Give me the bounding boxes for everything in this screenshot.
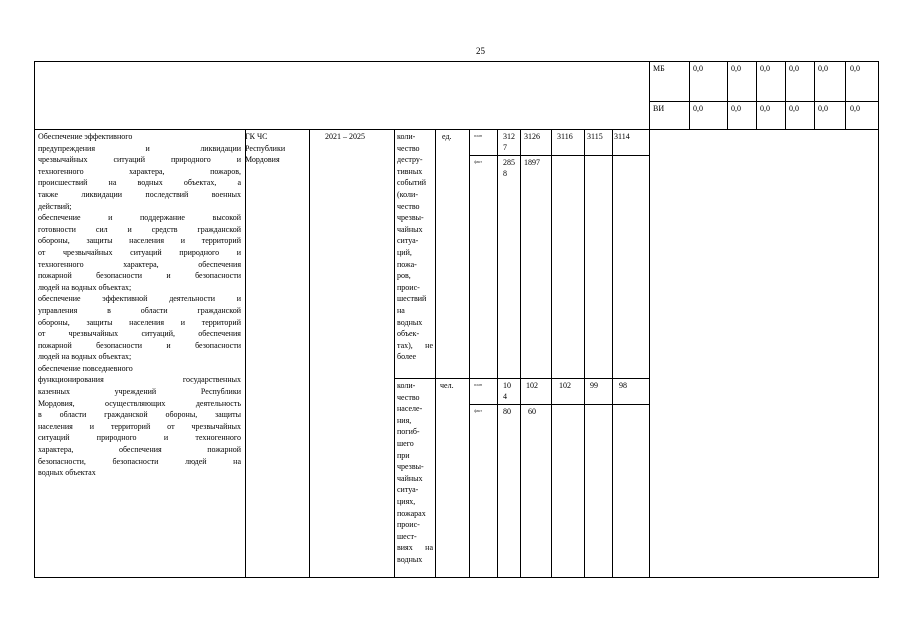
text-line: чрезвы- — [397, 462, 424, 472]
table-cell: 0,0 — [818, 64, 828, 73]
rule — [727, 61, 728, 130]
text-line: Мордовия, осуществляющих деятельность — [38, 398, 241, 408]
rule — [551, 129, 552, 578]
table-cell: 0,0 — [789, 104, 799, 113]
rule — [584, 129, 585, 578]
indicator-name — [397, 131, 433, 363]
table-cell: 3115 — [587, 132, 603, 141]
text-line: циях, — [397, 496, 416, 506]
table-cell: 0,0 — [760, 104, 770, 113]
text-line: людей на водных объектах; — [38, 282, 132, 292]
rule — [497, 129, 498, 578]
text-line: пожарах — [397, 508, 426, 518]
text-line: (коли- — [397, 189, 418, 199]
table-cell: 98 — [619, 381, 627, 390]
plan-label: план — [474, 133, 483, 138]
text-line: ГК ЧС — [245, 132, 268, 141]
rule — [34, 577, 879, 578]
table-cell: 0,0 — [731, 104, 741, 113]
indicator-name — [397, 380, 433, 566]
text-line: управления в области гражданской — [38, 305, 241, 315]
fact-label: факт — [474, 159, 483, 164]
rule — [394, 378, 650, 379]
rule — [785, 61, 786, 130]
rule — [814, 61, 815, 130]
table-cell: 0,0 — [693, 104, 703, 113]
text-line: шест- — [397, 531, 417, 541]
text-line: чество — [397, 143, 420, 153]
text-line: ситуаций природного и техногенного — [38, 433, 241, 443]
table-cell: 8 — [503, 169, 507, 178]
text-line: чрезвычайных ситуаций природного и — [38, 155, 241, 165]
rule — [878, 129, 879, 578]
text-line: характера, обеспечения пожарной — [38, 445, 241, 455]
page-number: 25 — [476, 46, 485, 56]
text-line: чество — [397, 201, 420, 211]
rule — [878, 61, 879, 130]
text-line: при — [397, 450, 410, 460]
text-line: чайных — [397, 473, 423, 483]
plan-label: план — [474, 382, 483, 387]
table-cell: 0,0 — [850, 104, 860, 113]
text-line: проис- — [397, 520, 420, 530]
table-cell: 3126 — [524, 132, 540, 141]
text-line: шего — [397, 438, 414, 448]
rule — [34, 129, 879, 130]
text-line: водных — [397, 554, 423, 564]
table-cell: 3114 — [614, 132, 630, 141]
rule — [309, 129, 310, 578]
text-line: готовности сил и средств гражданской — [38, 224, 241, 234]
text-line: Республики — [245, 143, 286, 153]
text-line: пожарной безопасности и безопасности — [38, 271, 241, 281]
text-line: коли- — [397, 132, 416, 141]
text-line: обеспечение повседневного — [38, 363, 133, 373]
text-line: также ликвидации последствий военных — [38, 189, 241, 199]
rule — [649, 61, 650, 130]
text-line: коли- — [397, 381, 416, 390]
text-line: ций, — [397, 247, 412, 257]
text-line: от чрезвычайных ситуаций, обеспечения — [38, 329, 241, 339]
rule — [689, 61, 690, 130]
text-line: ситуа- — [397, 236, 419, 246]
text-line: чрезвы- — [397, 213, 424, 223]
table-cell: 312 — [503, 132, 515, 141]
text-line: чайных — [397, 224, 423, 234]
table-cell: 80 — [503, 407, 511, 416]
rule — [469, 155, 650, 156]
table-cell: 102 — [526, 381, 538, 390]
table-cell: 10 — [503, 381, 511, 390]
table-cell: 7 — [503, 143, 507, 152]
table-cell: 285 — [503, 158, 515, 167]
unit: ед. — [442, 132, 452, 141]
text-line: проис- — [397, 282, 420, 292]
text-line: объек- — [397, 329, 420, 339]
text-line: техногенного характера, пожаров, — [38, 166, 241, 176]
rule — [520, 129, 521, 578]
rule — [845, 61, 846, 130]
text-line: шествий — [397, 294, 427, 304]
table-cell: 60 — [528, 407, 536, 416]
table-cell: 0,0 — [850, 64, 860, 73]
text-line: пожарной безопасности и безопасности — [38, 340, 241, 350]
table-cell: 0,0 — [818, 104, 828, 113]
text-line: событий — [397, 178, 427, 188]
text-line: ров, — [397, 271, 411, 281]
text-line: погиб- — [397, 427, 420, 437]
text-line: безопасности, безопасности людей на — [38, 456, 241, 466]
fact-label: факт — [474, 408, 483, 413]
table-cell: 99 — [590, 381, 598, 390]
text-line: от чрезвычайных ситуаций природного и — [38, 247, 241, 257]
table-cell: 0,0 — [789, 64, 799, 73]
table-cell: 3116 — [557, 132, 573, 141]
text-line: обеспечение эффективной деятельности и — [38, 294, 241, 304]
text-line: более — [397, 352, 417, 362]
table-cell: 0,0 — [760, 64, 770, 73]
text-line: обороны, защиты населения и территорий — [38, 317, 241, 327]
implementation-period: 2021 – 2025 — [325, 132, 365, 141]
text-line: Обеспечение эффективного — [38, 132, 133, 141]
text-line: техногенного характера, обеспечения — [38, 259, 241, 269]
text-line: населе- — [397, 404, 423, 414]
text-line: происшествий на водных объектах, а — [38, 178, 241, 188]
rule — [612, 129, 613, 578]
table-cell: 4 — [503, 392, 507, 401]
text-line: тивных — [397, 166, 423, 176]
rule — [34, 129, 35, 578]
rule — [34, 61, 879, 62]
text-line: дестру- — [397, 155, 423, 165]
rule — [34, 61, 35, 130]
text-line: водных объектах — [38, 468, 96, 478]
text-line: виях на — [397, 543, 433, 553]
rule — [469, 404, 650, 405]
rule — [245, 129, 246, 578]
text-line: населения и территорий от чрезвычайных — [38, 421, 241, 431]
text-line: действий; — [38, 201, 72, 211]
rule — [394, 129, 395, 578]
text-line: водных — [397, 317, 423, 327]
rule — [469, 129, 470, 578]
text-line: обеспечение и поддержание высокой — [38, 213, 241, 223]
text-line: на — [397, 305, 405, 315]
measure-description — [38, 131, 241, 479]
text-line: предупреждения и ликвидации — [38, 143, 241, 153]
executor — [245, 131, 307, 166]
text-line: пожа- — [397, 259, 417, 269]
text-line: людей на водных объектах; — [38, 352, 132, 362]
table-cell: 1897 — [524, 158, 540, 167]
table-cell: 0,0 — [731, 64, 741, 73]
text-line: ситуа- — [397, 485, 419, 495]
text-line: тах), не — [397, 340, 433, 350]
unit: чел. — [440, 381, 454, 390]
text-line: казенных учреждений Республики — [38, 387, 241, 397]
funding-source-code: МБ — [653, 64, 665, 73]
text-line: обороны, защиты населения и территорий — [38, 236, 241, 246]
funding-source-code: ВИ — [653, 104, 665, 113]
text-line: в области гражданской обороны, защиты — [38, 410, 241, 420]
text-line: чество — [397, 392, 420, 402]
rule — [435, 129, 436, 578]
table-cell: 102 — [559, 381, 571, 390]
text-line: функционирования государственных — [38, 375, 241, 385]
text-line: ния, — [397, 415, 412, 425]
rule — [649, 129, 650, 578]
text-line: Мордовия — [245, 155, 280, 165]
table-cell: 0,0 — [693, 64, 703, 73]
rule — [756, 61, 757, 130]
